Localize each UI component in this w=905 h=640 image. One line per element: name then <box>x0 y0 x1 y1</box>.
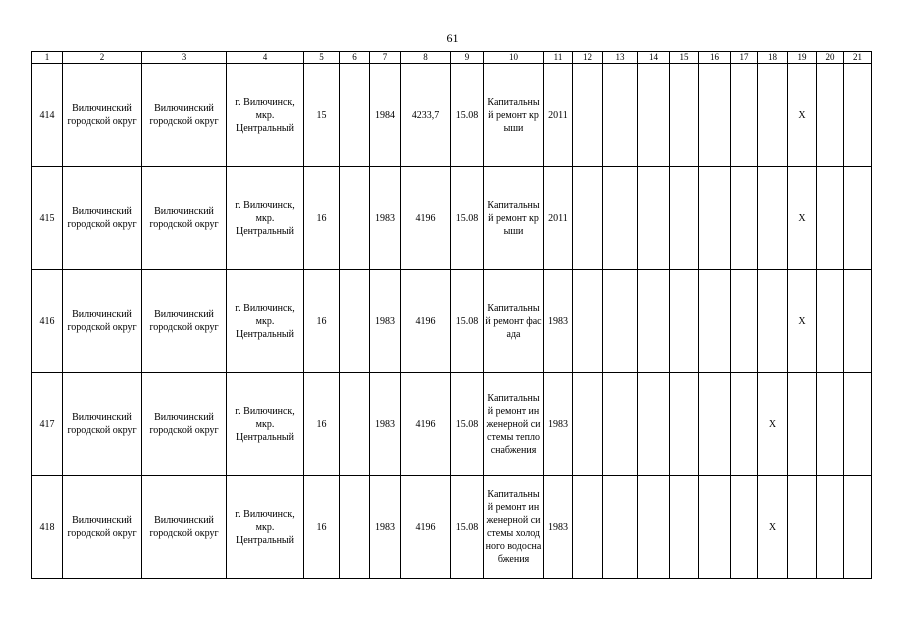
column-number: 10 <box>484 52 544 64</box>
table-cell <box>731 373 758 476</box>
table-cell <box>573 476 603 579</box>
table-cell <box>638 167 670 270</box>
table-cell: 4196 <box>401 373 451 476</box>
table-cell: Капитальный ремонт крыши <box>484 64 544 167</box>
table-cell: Вилючинский городской округ <box>142 167 227 270</box>
table-cell: 1983 <box>370 167 401 270</box>
table-cell: Капитальный ремонт фасада <box>484 270 544 373</box>
column-number: 8 <box>401 52 451 64</box>
table-cell <box>758 167 788 270</box>
table-cell: 1983 <box>544 373 573 476</box>
column-number: 21 <box>844 52 872 64</box>
table-cell: X <box>758 373 788 476</box>
table-cell <box>670 64 699 167</box>
table-cell: Вилючинский городской округ <box>142 373 227 476</box>
table-cell <box>699 64 731 167</box>
table-cell: 1983 <box>370 476 401 579</box>
table-cell <box>844 476 872 579</box>
table-cell <box>670 270 699 373</box>
table-row <box>32 167 872 270</box>
table-cell: 414 <box>32 64 63 167</box>
table-cell: 4196 <box>401 167 451 270</box>
column-number: 1 <box>32 52 63 64</box>
table-cell <box>573 167 603 270</box>
table-cell: Вилючинский городской округ <box>63 476 142 579</box>
table-cell: г. Вилючинск, мкр. Центральный <box>227 270 304 373</box>
table-cell: г. Вилючинск, мкр. Центральный <box>227 373 304 476</box>
table-cell <box>340 64 370 167</box>
table-cell: 15.08 <box>451 270 484 373</box>
table-cell: 415 <box>32 167 63 270</box>
table-cell <box>340 167 370 270</box>
table-cell: Вилючинский городской округ <box>63 270 142 373</box>
table-cell: г. Вилючинск, мкр. Центральный <box>227 64 304 167</box>
table-cell <box>670 167 699 270</box>
table-cell: г. Вилючинск, мкр. Центральный <box>227 476 304 579</box>
table-cell: 2011 <box>544 64 573 167</box>
table-cell <box>638 476 670 579</box>
table-cell <box>603 270 638 373</box>
table-cell <box>638 270 670 373</box>
table-cell <box>699 270 731 373</box>
table-cell: X <box>788 167 817 270</box>
table-cell: Вилючинский городской округ <box>63 167 142 270</box>
table-cell: 1983 <box>544 476 573 579</box>
column-number: 14 <box>638 52 670 64</box>
table-cell: 16 <box>304 476 340 579</box>
table-cell: 417 <box>32 373 63 476</box>
column-number: 4 <box>227 52 304 64</box>
table-cell <box>844 373 872 476</box>
column-number: 16 <box>699 52 731 64</box>
table-cell: X <box>788 64 817 167</box>
table-cell <box>573 64 603 167</box>
table-cell: 1983 <box>370 373 401 476</box>
table-cell: 16 <box>304 373 340 476</box>
table-cell <box>817 476 844 579</box>
column-number: 7 <box>370 52 401 64</box>
table-cell: Вилючинский городской округ <box>63 64 142 167</box>
table-cell: 4196 <box>401 270 451 373</box>
table-cell: Вилючинский городской округ <box>142 476 227 579</box>
column-number: 13 <box>603 52 638 64</box>
column-number: 15 <box>670 52 699 64</box>
table-cell <box>758 270 788 373</box>
table-cell <box>603 64 638 167</box>
table-cell <box>573 270 603 373</box>
table-cell: 16 <box>304 270 340 373</box>
table-cell: X <box>758 476 788 579</box>
table-cell <box>844 270 872 373</box>
table-cell: 1984 <box>370 64 401 167</box>
table-cell: 16 <box>304 167 340 270</box>
table-cell: Вилючинский городской округ <box>142 270 227 373</box>
table-cell: 416 <box>32 270 63 373</box>
column-number: 19 <box>788 52 817 64</box>
table-cell <box>699 476 731 579</box>
table-cell <box>638 373 670 476</box>
table-cell: X <box>788 270 817 373</box>
table-cell <box>788 373 817 476</box>
table-cell: 15 <box>304 64 340 167</box>
table-cell: 15.08 <box>451 64 484 167</box>
table-cell <box>638 64 670 167</box>
table-cell: Капитальный ремонт инженерной системы холодного водоснабжения <box>484 476 544 579</box>
table-cell <box>573 373 603 476</box>
table-cell <box>817 270 844 373</box>
table-cell: 4196 <box>401 476 451 579</box>
column-number: 17 <box>731 52 758 64</box>
table-cell <box>670 476 699 579</box>
table-row <box>32 64 872 167</box>
table-cell: Капитальный ремонт инженерной системы теплоснабжения <box>484 373 544 476</box>
column-number: 3 <box>142 52 227 64</box>
table-cell <box>817 64 844 167</box>
table-cell <box>844 64 872 167</box>
table-cell: 4233,7 <box>401 64 451 167</box>
registry-table <box>31 51 872 579</box>
table-cell <box>340 373 370 476</box>
table-cell <box>731 167 758 270</box>
table-cell <box>731 270 758 373</box>
table-cell <box>844 167 872 270</box>
table-cell <box>340 476 370 579</box>
column-number: 6 <box>340 52 370 64</box>
column-number-row <box>32 52 872 64</box>
table-row <box>32 373 872 476</box>
table-cell: 15.08 <box>451 373 484 476</box>
table-cell <box>603 476 638 579</box>
table-cell: Капитальный ремонт крыши <box>484 167 544 270</box>
column-number: 12 <box>573 52 603 64</box>
table-cell: 15.08 <box>451 167 484 270</box>
table-cell <box>758 64 788 167</box>
table-cell: 2011 <box>544 167 573 270</box>
column-number: 5 <box>304 52 340 64</box>
table-cell <box>788 476 817 579</box>
table-cell: Вилючинский городской округ <box>63 373 142 476</box>
table-cell: 418 <box>32 476 63 579</box>
column-number: 2 <box>63 52 142 64</box>
table-row <box>32 270 872 373</box>
column-number: 20 <box>817 52 844 64</box>
table-cell <box>817 167 844 270</box>
table-cell: 1983 <box>370 270 401 373</box>
table-cell <box>699 167 731 270</box>
table-row <box>32 476 872 579</box>
table-cell <box>699 373 731 476</box>
table-cell <box>731 476 758 579</box>
table-cell <box>603 373 638 476</box>
table-cell <box>340 270 370 373</box>
column-number: 18 <box>758 52 788 64</box>
table-cell: Вилючинский городской округ <box>142 64 227 167</box>
table-cell: 1983 <box>544 270 573 373</box>
table-cell <box>670 373 699 476</box>
page-number: 61 <box>446 31 459 45</box>
table-cell <box>817 373 844 476</box>
table-cell: г. Вилючинск, мкр. Центральный <box>227 167 304 270</box>
table-cell: 15.08 <box>451 476 484 579</box>
column-number: 11 <box>544 52 573 64</box>
table-cell <box>603 167 638 270</box>
table-cell <box>731 64 758 167</box>
column-number: 9 <box>451 52 484 64</box>
